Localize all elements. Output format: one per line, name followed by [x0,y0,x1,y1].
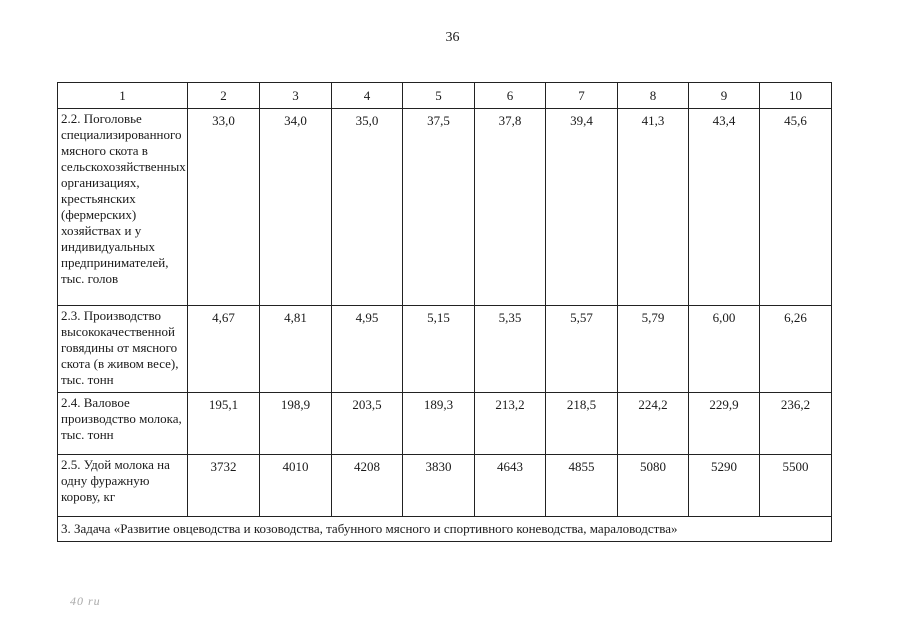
table-cell: 5500 [760,455,832,517]
table-cell: 5080 [618,455,689,517]
table-row [58,393,832,455]
column-header: 9 [689,83,760,109]
table-cell: 41,3 [618,109,689,306]
indicators-table [57,82,832,542]
table-cell: 34,0 [260,109,332,306]
row-label: 2.2. Поголовье специализированного мясного скота в сельскохозяйственных организациях, крестьянских (фермерских) хозяйствах и у индивидуальных предпринимателей, тыс. голов [58,109,188,306]
table-cell: 4,81 [260,306,332,393]
row-label: 2.3. Производство высококачественной говядины от мясного скота (в живом весе), тыс. тонн [58,306,188,393]
column-header: 1 [58,83,188,109]
table-cell: 6,26 [760,306,832,393]
table-cell: 5,15 [403,306,475,393]
table-cell: 5,79 [618,306,689,393]
row-label: 2.5. Удой молока на одну фуражную корову, кг [58,455,188,517]
table-cell: 3830 [403,455,475,517]
table-cell: 4855 [546,455,618,517]
header-row [58,83,832,109]
page-number: 36 [445,30,460,45]
table-cell: 45,6 [760,109,832,306]
column-header: 7 [546,83,618,109]
table-cell: 5,35 [475,306,546,393]
table-cell: 189,3 [403,393,475,455]
table-cell: 4643 [475,455,546,517]
column-header: 5 [403,83,475,109]
table-cell: 4,67 [188,306,260,393]
table-cell: 195,1 [188,393,260,455]
table-row [58,109,832,306]
table-cell: 3732 [188,455,260,517]
scan-stamp: 40 ru [70,594,101,608]
row-label: 2.4. Валовое производство молока, тыс. тонн [58,393,188,455]
table-cell: 5,57 [546,306,618,393]
table-cell: 218,5 [546,393,618,455]
column-header: 3 [260,83,332,109]
table-cell: 6,00 [689,306,760,393]
column-header: 4 [332,83,403,109]
column-header: 8 [618,83,689,109]
table-cell: 33,0 [188,109,260,306]
table-cell: 39,4 [546,109,618,306]
table-cell: 213,2 [475,393,546,455]
table-cell: 4,95 [332,306,403,393]
table-cell: 198,9 [260,393,332,455]
table-cell: 236,2 [760,393,832,455]
table-cell: 43,4 [689,109,760,306]
table-cell: 4010 [260,455,332,517]
table-cell: 229,9 [689,393,760,455]
table-row [58,306,832,393]
table-cell: 35,0 [332,109,403,306]
section-title: 3. Задача «Развитие овцеводства и козоводства, табунного мясного и спортивного коневодства, мараловодства» [58,517,832,542]
table-cell: 203,5 [332,393,403,455]
section-row [58,517,832,542]
table-row [58,455,832,517]
table-cell: 37,5 [403,109,475,306]
table-cell: 37,8 [475,109,546,306]
table-cell: 4208 [332,455,403,517]
column-header: 6 [475,83,546,109]
column-header: 2 [188,83,260,109]
column-header: 10 [760,83,832,109]
table-cell: 5290 [689,455,760,517]
table-cell: 224,2 [618,393,689,455]
